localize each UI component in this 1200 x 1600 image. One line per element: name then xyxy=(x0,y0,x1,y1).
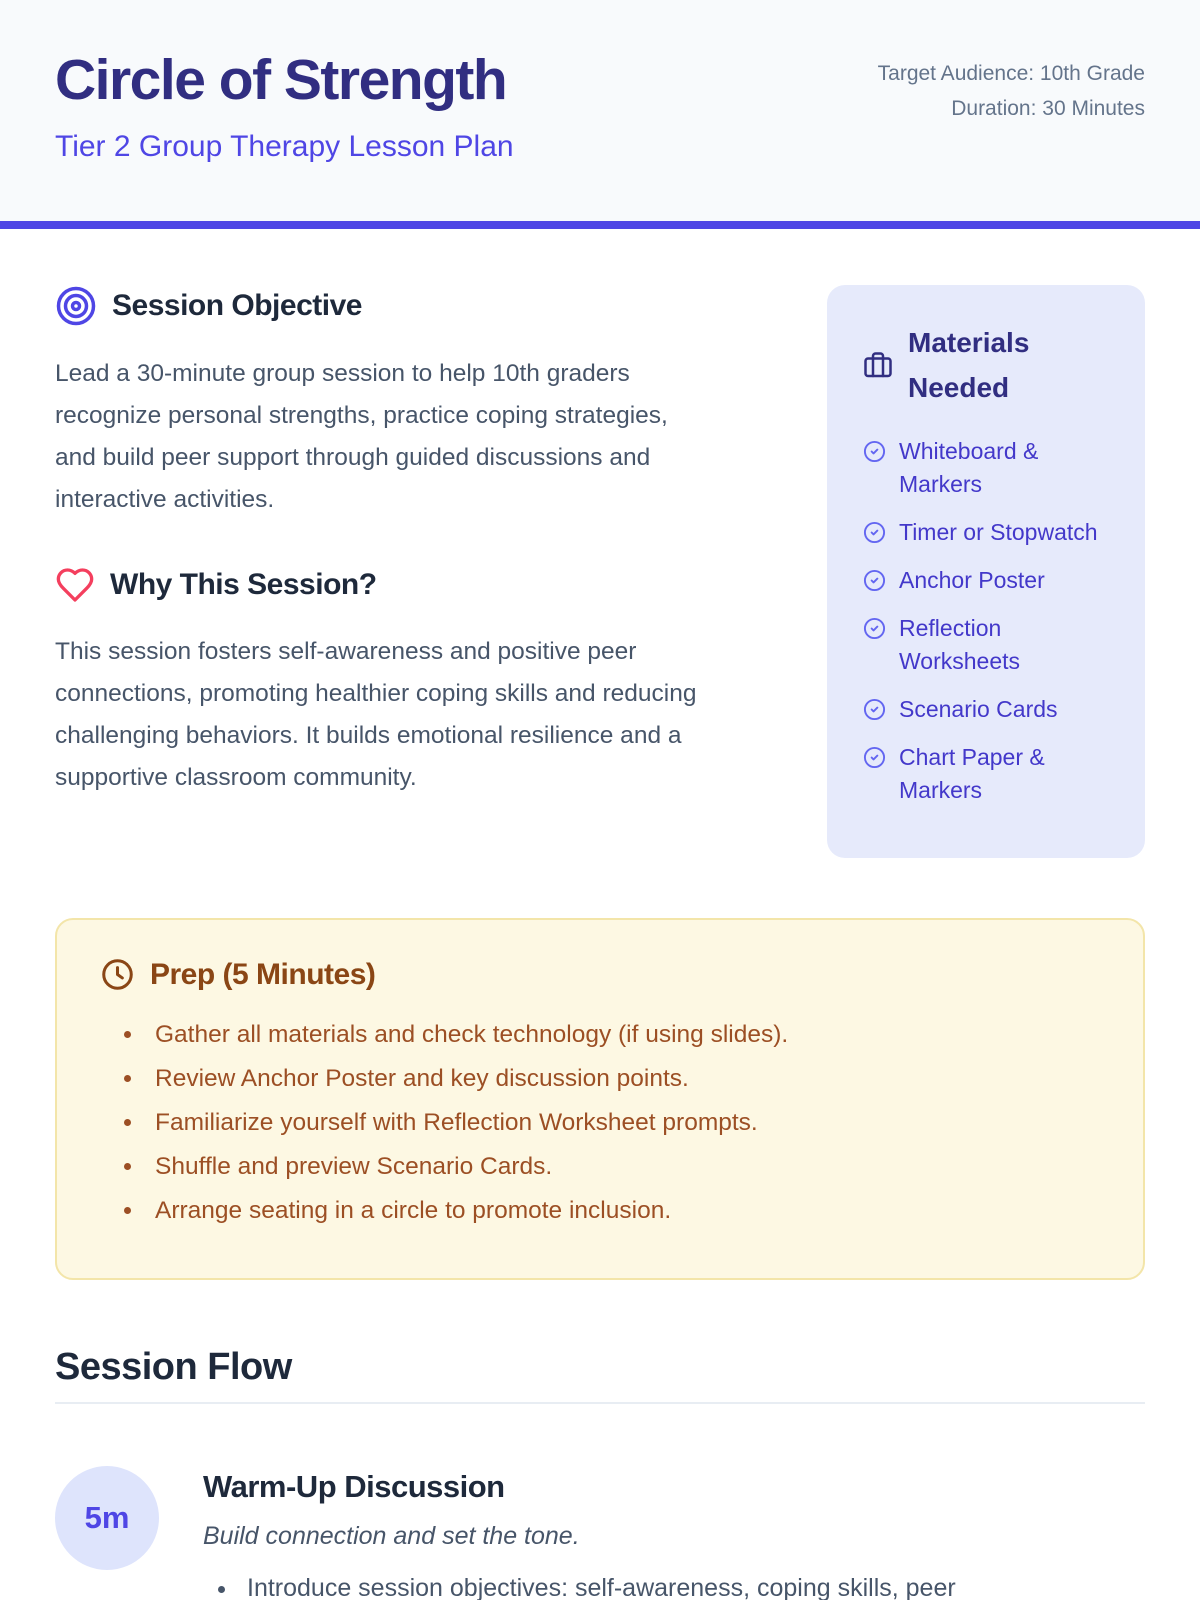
step-title: Warm-Up Discussion xyxy=(203,1468,505,1504)
check-circle-icon xyxy=(863,435,886,463)
check-circle-icon xyxy=(863,564,886,592)
session-step-1 xyxy=(55,1466,1145,1600)
list-item xyxy=(863,741,1107,807)
header-title-block xyxy=(55,50,514,164)
step-subtitle: Build connection and set the tone. xyxy=(203,1521,580,1550)
list-item xyxy=(863,612,1107,678)
prep-card xyxy=(55,918,1145,1280)
duration-text: Duration: 30 Minutes xyxy=(951,97,1145,120)
list-item: • Gather all materials and check technology (if using slides). xyxy=(145,1018,1099,1051)
document-header xyxy=(0,0,1200,229)
page-title: Circle of Strength xyxy=(55,48,507,112)
duration-badge: 5m xyxy=(55,1466,159,1570)
divider xyxy=(55,1402,1145,1404)
check-circle-icon xyxy=(863,741,886,769)
session-flow-heading: Session Flow xyxy=(55,1345,292,1388)
objective-body: Lead a 30-minute group session to help 10th graders recognize personal strengths, practice coping strategies, and build peer support through guided discussions and interactive activities. xyxy=(55,360,668,513)
step-bullet-list xyxy=(239,1568,956,1600)
clock-icon xyxy=(101,958,134,991)
materials-item-label: Chart Paper & Markers xyxy=(899,743,1045,803)
check-circle-icon xyxy=(863,693,886,721)
target-icon xyxy=(55,285,97,327)
why-heading: Why This Session? xyxy=(110,568,377,601)
heart-icon xyxy=(55,565,95,605)
materials-item-label: Scenario Cards xyxy=(899,695,1058,722)
main-content xyxy=(0,285,1200,1600)
why-body: This session fosters self-awareness and positive peer connections, promoting healthier coping skills and reducing challenging behaviors. It builds emotional resilience and a supportive classroom community. xyxy=(55,638,697,791)
list-item: • Shuffle and preview Scenario Cards. xyxy=(145,1150,1099,1183)
list-item: • Familiarize yourself with Reflection Worksheet prompts. xyxy=(145,1106,1099,1139)
prep-list xyxy=(145,1018,1099,1227)
materials-card xyxy=(827,285,1145,858)
materials-heading: Materials Needed xyxy=(908,327,1030,403)
briefcase-icon xyxy=(863,351,893,381)
step-body xyxy=(203,1466,956,1600)
list-item xyxy=(863,516,1107,549)
why-section-header xyxy=(55,565,715,605)
list-item xyxy=(863,435,1107,501)
materials-item-label: Timer or Stopwatch xyxy=(899,518,1098,545)
materials-card-header xyxy=(863,321,1107,411)
left-column xyxy=(55,285,715,799)
header-meta xyxy=(878,50,1145,126)
check-circle-icon xyxy=(863,612,886,640)
page-subtitle: Tier 2 Group Therapy Lesson Plan xyxy=(55,129,514,163)
prep-card-header xyxy=(101,958,1099,992)
materials-item-label: Reflection Worksheets xyxy=(899,614,1021,674)
check-circle-icon xyxy=(863,516,886,544)
prep-heading: Prep (5 Minutes) xyxy=(150,957,376,991)
objective-heading: Session Objective xyxy=(112,289,362,322)
top-section xyxy=(55,285,1145,858)
list-item: • Arrange seating in a circle to promote inclusion. xyxy=(145,1194,1099,1227)
materials-list xyxy=(863,435,1107,807)
materials-item-label: Anchor Poster xyxy=(899,566,1045,593)
list-item: • Introduce session objectives: self-awareness, coping skills, peer xyxy=(239,1568,956,1600)
target-audience-text: Target Audience: 10th Grade xyxy=(877,62,1145,85)
materials-item-label: Whiteboard & Markers xyxy=(899,437,1039,497)
list-item xyxy=(863,564,1107,597)
list-item: • Review Anchor Poster and key discussion points. xyxy=(145,1062,1099,1095)
objective-section-header xyxy=(55,285,715,327)
list-item xyxy=(863,693,1107,726)
